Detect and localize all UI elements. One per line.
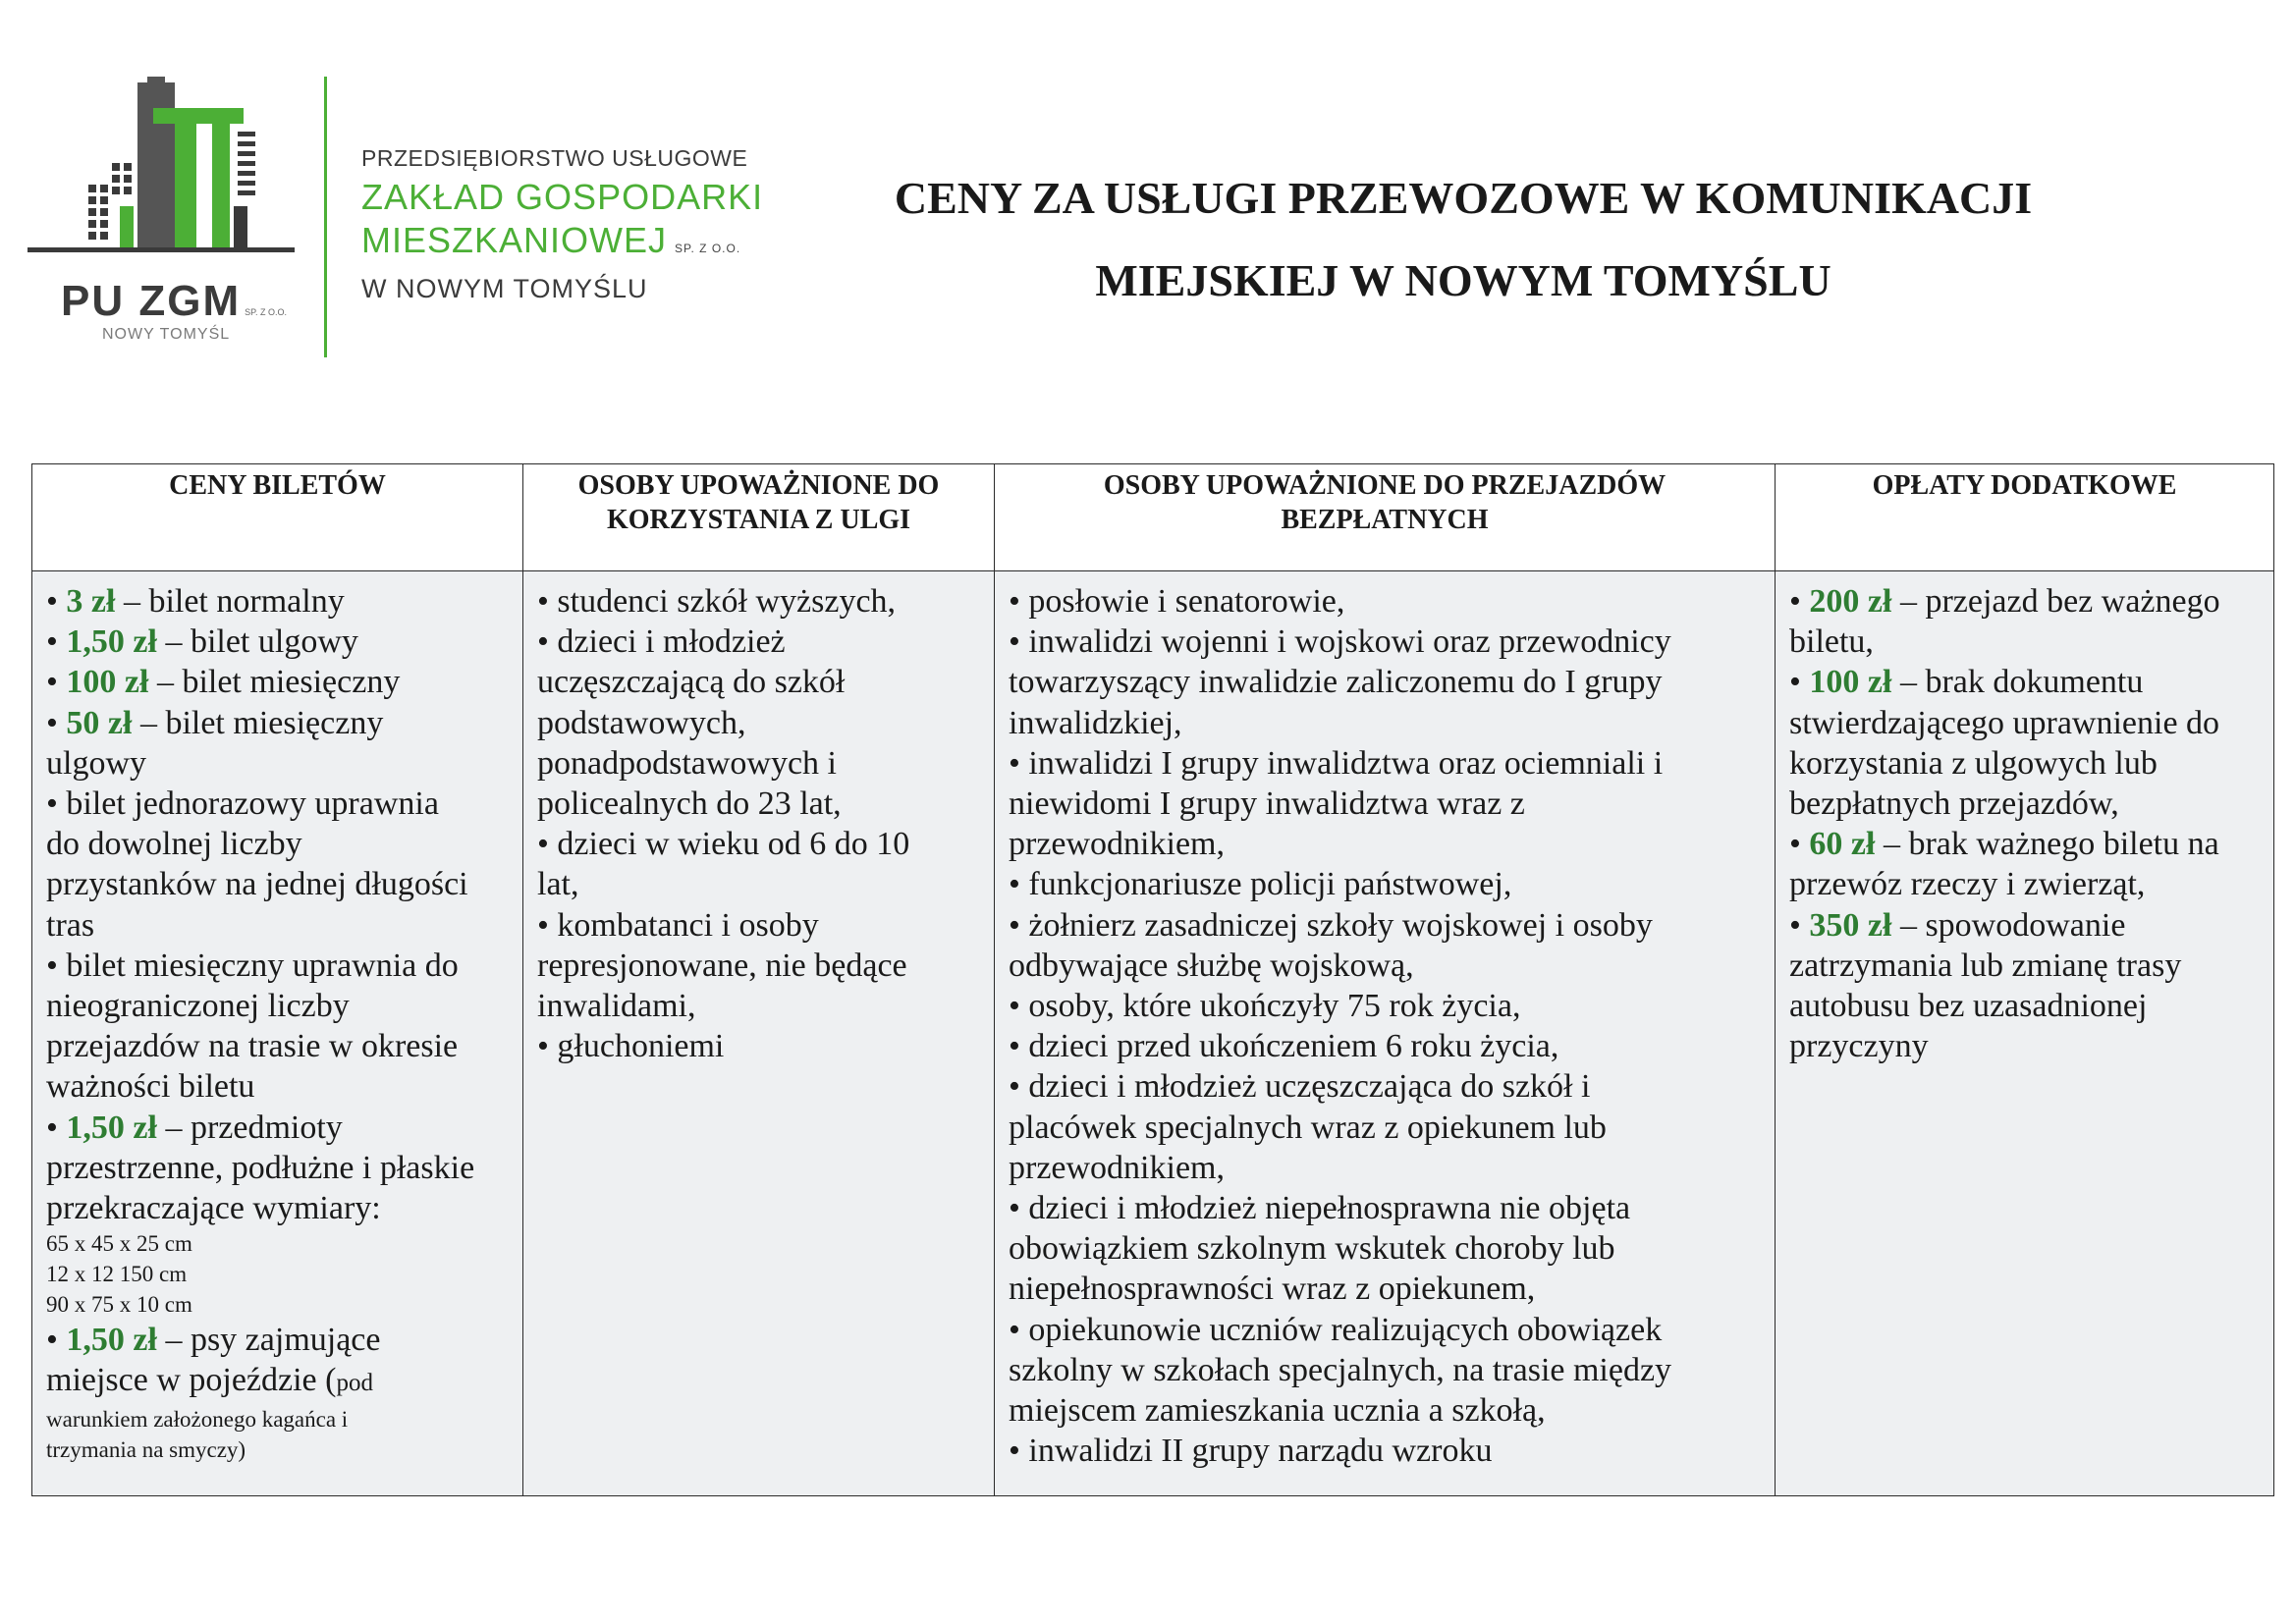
price-description: – psy zajmujące xyxy=(156,1322,381,1359)
text-line: stwierdzającego uprawnienie do xyxy=(1789,704,2220,741)
price-line xyxy=(46,703,509,743)
text-line: ważności biletu xyxy=(46,1068,255,1106)
price-amount: 1,50 zł xyxy=(66,1109,157,1146)
price-description: – przedmioty xyxy=(156,1109,343,1146)
text-line: zatrzymania lub zmianę trasy xyxy=(1789,947,2182,984)
fee-line xyxy=(1789,824,2260,864)
text-line: tras xyxy=(46,906,95,944)
text-line: podstawowych, xyxy=(537,704,746,741)
price-description: – bilet miesięczny xyxy=(148,664,401,701)
text-line: • opiekunowie uczniów realizujących obowiązek xyxy=(1009,1311,1663,1348)
fee-amount: 350 zł xyxy=(1809,906,1892,944)
free-travel-eligible-cell xyxy=(995,571,1776,1496)
header-discount-eligible: OSOBY UPOWAŻNIONE DO KORZYSTANIA Z ULGI xyxy=(523,464,995,571)
text-line: • kombatanci i osoby xyxy=(537,906,819,944)
document-title xyxy=(766,157,2160,322)
text-line: uczęszczającą do szkół xyxy=(537,664,846,701)
text-line xyxy=(46,1360,509,1403)
price-amount: 1,50 zł xyxy=(66,1322,157,1359)
logo-city: NOWY TOMYŚL xyxy=(102,326,231,343)
price-amount: 50 zł xyxy=(66,704,133,741)
bullet: • xyxy=(1789,583,1810,620)
logo-name-suffix: SP. Z O.O. xyxy=(245,307,287,317)
text-line: ulgowy xyxy=(46,744,146,782)
fee-description: – spowodowanie xyxy=(1891,906,2126,944)
text-line-small: warunkiem założonego kagańca i xyxy=(46,1406,349,1432)
company-line-3-suffix: SP. Z O.O. xyxy=(675,242,741,255)
company-logo xyxy=(27,69,312,353)
text-line: • dzieci przed ukończeniem 6 roku życia, xyxy=(1009,1028,1559,1065)
price-line xyxy=(46,1108,509,1148)
text-line: szkolny w szkołach specjalnych, na trasie między xyxy=(1009,1351,1672,1388)
bullet: • xyxy=(1789,664,1810,701)
text-line: • inwalidzi II grupy narządu wzroku xyxy=(1009,1433,1493,1470)
text-line: inwalidami, xyxy=(537,988,696,1025)
text-line: biletu, xyxy=(1789,623,1874,661)
company-line-2: ZAKŁAD GOSPODARKI xyxy=(361,177,764,217)
text-line: niepełnosprawności wraz z opiekunem, xyxy=(1009,1271,1536,1308)
bullet: • xyxy=(46,1109,67,1146)
fee-amount: 60 zł xyxy=(1809,826,1876,863)
text-line: inwalidzkiej, xyxy=(1009,704,1182,741)
price-line xyxy=(46,581,509,622)
company-line-3 xyxy=(361,219,763,270)
logo-wordmark xyxy=(61,277,287,326)
fee-line xyxy=(1789,662,2260,702)
text-line: • funkcjonariusze policji państwowej, xyxy=(1009,866,1512,903)
document-title-line-2: MIEJSKIEJ W NOWYM TOMYŚLU xyxy=(1095,255,1831,305)
discount-eligible-cell xyxy=(523,571,995,1496)
header-ticket-prices: CENY BILETÓW xyxy=(32,464,523,571)
bullet: • xyxy=(46,664,67,701)
text-line: przewodnikiem, xyxy=(1009,1149,1225,1186)
text-line: obowiązkiem szkolnym wskutek choroby lub xyxy=(1009,1230,1615,1268)
text-line: represjonowane, nie będące xyxy=(537,947,907,984)
price-amount: 3 zł xyxy=(66,583,116,620)
text-line: przewodnikiem, xyxy=(1009,826,1225,863)
text-line: policealnych do 23 lat, xyxy=(537,785,842,823)
company-line-4: W NOWYM TOMYŚLU xyxy=(361,274,648,303)
bullet: • xyxy=(46,704,67,741)
logo-name-text: PU ZGM xyxy=(61,277,242,325)
text-line: do dowolnej liczby xyxy=(46,826,302,863)
prices-table xyxy=(31,463,2274,1496)
fee-amount: 200 zł xyxy=(1809,583,1892,620)
text-line: przejazdów na trasie w okresie xyxy=(46,1028,459,1065)
header-divider xyxy=(324,77,327,357)
text-line: • dzieci i młodzież xyxy=(537,623,786,661)
price-line xyxy=(46,622,509,662)
table-header-row xyxy=(32,464,2274,571)
company-line-1: PRZEDSIĘBIORSTWO USŁUGOWE xyxy=(361,145,748,171)
text-line: przewóz rzeczy i zwierząt, xyxy=(1789,866,2146,903)
bullet: • xyxy=(46,583,67,620)
fee-description: – brak ważnego biletu na xyxy=(1875,826,2219,863)
text-line: • studenci szkół wyższych, xyxy=(537,583,897,620)
text-line: placówek specjalnych wraz z opiekunem lub xyxy=(1009,1109,1607,1146)
text-line: • dzieci w wieku od 6 do 10 xyxy=(537,826,910,863)
text-line: miejscem zamieszkania ucznia a szkołą, xyxy=(1009,1392,1546,1430)
price-line xyxy=(46,662,509,702)
text-line: przystanków na jednej długości xyxy=(46,866,468,903)
price-amount: 100 zł xyxy=(66,664,149,701)
text-line: • żołnierz zasadniczej szkoły wojskowej i osoby xyxy=(1009,906,1653,944)
text-line: nieograniczonej liczby xyxy=(46,988,350,1025)
document-title-line-1: CENY ZA USŁUGI PRZEWOZOWE W KOMUNIKACJI xyxy=(894,173,2033,223)
text-line: • inwalidzi I grupy inwalidztwa oraz ociemniali i xyxy=(1009,744,1664,782)
text-line: • bilet miesięczny uprawnia do xyxy=(46,947,459,984)
text-line: przekraczające wymiary: xyxy=(46,1190,381,1227)
text-line: odbywające służbę wojskową, xyxy=(1009,947,1414,984)
text-line: • dzieci i młodzież niepełnosprawna nie objęta xyxy=(1009,1190,1631,1227)
fee-description: – brak dokumentu xyxy=(1891,664,2144,701)
text-line: towarzyszący inwalidzie zaliczonemu do I grupy xyxy=(1009,664,1663,701)
text-fragment-small: pod xyxy=(336,1370,373,1397)
text-line: lat, xyxy=(537,866,579,903)
header-additional-fees: OPŁATY DODATKOWE xyxy=(1776,464,2274,571)
text-line: przestrzenne, podłużne i płaskie xyxy=(46,1149,475,1186)
bullet: • xyxy=(46,1322,67,1359)
fee-line xyxy=(1789,581,2260,622)
price-description: – bilet normalny xyxy=(115,583,345,620)
price-amount: 1,50 zł xyxy=(66,623,157,661)
ticket-prices-cell xyxy=(32,571,523,1496)
text-line: • bilet jednorazowy uprawnia xyxy=(46,785,439,823)
table-body-row xyxy=(32,571,2274,1496)
price-description: – bilet ulgowy xyxy=(156,623,358,661)
bullet: • xyxy=(1789,906,1810,944)
page-header xyxy=(0,0,2295,412)
fee-amount: 100 zł xyxy=(1809,664,1892,701)
dimension-line: 90 x 75 x 10 cm xyxy=(46,1292,192,1318)
additional-fees-cell xyxy=(1776,571,2274,1496)
buildings-logo-graphic xyxy=(27,69,312,275)
company-line-3-text: MIESZKANIOWEJ xyxy=(361,220,668,260)
text-line: • posłowie i senatorowie, xyxy=(1009,583,1345,620)
text-line: bezpłatnych przejazdów, xyxy=(1789,785,2119,823)
text-line: autobusu bez uzasadnionej xyxy=(1789,988,2148,1025)
dimension-line: 12 x 12 150 cm xyxy=(46,1262,188,1287)
fee-description: – przejazd bez ważnego xyxy=(1891,583,2220,620)
text-line: niewidomi I grupy inwalidztwa wraz z xyxy=(1009,785,1525,823)
bullet: • xyxy=(46,623,67,661)
company-name xyxy=(361,145,763,304)
price-line xyxy=(46,1320,509,1360)
text-line: przyczyny xyxy=(1789,1028,1929,1065)
text-line: • osoby, które ukończyły 75 rok życia, xyxy=(1009,988,1521,1025)
header-free-travel-eligible: OSOBY UPOWAŻNIONE DO PRZEJAZDÓW BEZPŁATNYCH xyxy=(995,464,1776,571)
dimension-line: 65 x 45 x 25 cm xyxy=(46,1231,192,1257)
text-line: • dzieci i młodzież uczęszczająca do szkół i xyxy=(1009,1068,1591,1106)
text-line-small: trzymania na smyczy) xyxy=(46,1436,246,1462)
text-line: korzystania z ulgowych lub xyxy=(1789,744,2158,782)
bullet: • xyxy=(1789,826,1810,863)
text-line: • głuchoniemi xyxy=(537,1028,725,1065)
price-description: – bilet miesięczny xyxy=(132,704,384,741)
text-line: • inwalidzi wojenni i wojskowi oraz przewodnicy xyxy=(1009,623,1671,661)
text-fragment: miejsce w pojeździe ( xyxy=(46,1362,337,1399)
text-line: ponadpodstawowych i xyxy=(537,744,838,782)
fee-line xyxy=(1789,905,2260,946)
